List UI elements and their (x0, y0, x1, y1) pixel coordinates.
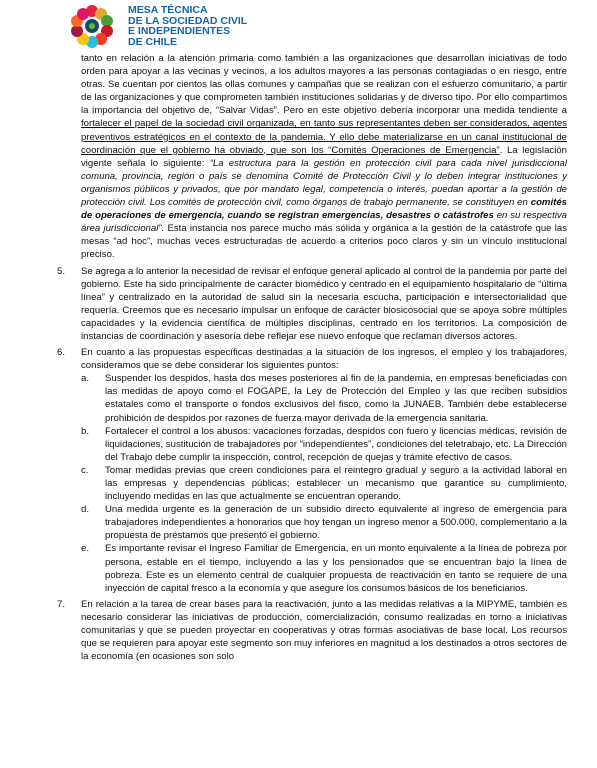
list-item-d-text: Una medida urgente es la generación de un subsidio directo equivalente al ingreso de emergencia para trabajadores independientes a honorarios que hoy tengan un ingreso menor a 500.000, complementario a la propuesta de préstamos que presentó el gobierno. (105, 504, 567, 542)
paragraph-6-number: 6. (57, 347, 66, 359)
list-item-a-letter: a. (81, 373, 90, 385)
paragraph-4-text (81, 52, 567, 262)
p4-text-2: . La legislación vigente señala lo siguiente: (81, 144, 567, 169)
paragraph-5-number: 5. (57, 265, 66, 277)
list-item-c-letter: c. (81, 464, 89, 476)
list-item-b (57, 425, 567, 464)
list-item-a (57, 372, 567, 424)
org-name-line-3: E INDEPENDIENTES (128, 25, 231, 37)
document-body (57, 52, 567, 663)
p4-text-1: tanto en relación a la atención primaria como también a las organizaciones que desarrollan iniciativas de todo orden para apoyar a las vecinas y vecinos, a los adultos mayores a las personas contagiadas o en riesgo, entre otras. Se cuentan por cientos las ollas comunes y campañas que se realizan con el esfuerzo comunitario, a partir de las organizaciones y que comprometen también instituciones solidarias y de diverso tipo. Por ello compartimos la importancia del objetivo de, “Salvar Vidas”. Pero en este objetivo debería incorporar una medida tendiente a (81, 53, 567, 117)
list-item-b-letter: b. (81, 425, 90, 437)
p4-text-3: Esta instancia nos parece mucho más sólida y orgánica a la gestión de la catástrofe que las mesas “ad hoc”, muchas veces estructuradas de acuerdo a criterios poco claros y sin un vínculo institucional preciso. (81, 223, 567, 261)
organization-name (128, 5, 247, 47)
list-item-b-text: Fortalecer el control a los abusos: vacaciones forzadas, despidos con fuero y licencias médicas, revisión de liquidaciones, sustitución de trabajadores por “independientes”, condiciones del teletrabajo, etc. La Dirección del Trabajo debe cumplir la inspección, control, recepción de quejas y trámite efectivo de casos. (105, 425, 567, 463)
paragraph-7 (57, 598, 567, 663)
org-name-line-1: MESA TÉCNICA (128, 4, 208, 16)
paragraph-5-text: Se agrega a lo anterior la necesidad de revisar el enfoque general aplicado al control de la pandemia por parte del gobierno. Este ha sido principalmente de carácter biomédico y centrado en el equipamiento hospitalario de “última línea” y centralizado en la autoridad de salud sin la necesaria escucha, participación e intersectorialidad que requería. Creemos que es necesario impulsar un enfoque de carácter biosicosocial que se apoya sobre múltiples capacidades y la evidencia científica de múltiples disciplinas, centrado en los territorios. La composición de instancias de coordinación y asesoría debe reflejar ese nuevo enfoque que reclaman diversos actores. (81, 265, 567, 342)
p4-underlined-text: fortalecer el papel de la sociedad civil organizada, en tanto sus representantes deben ser considerados, agentes preventivos estratégicos en el contexto de la pandemia. Y ello debe materializarse en un canal institucional de coordinación que el gobierno ha obviado, que son los “Comités Operaciones de Emergencia” (81, 118, 567, 156)
list-item-d-letter: d. (81, 504, 90, 516)
org-name-line-2: DE LA SOCIEDAD CIVIL (128, 14, 248, 27)
list-item-d (57, 503, 567, 542)
p4-quote-2: en su respectiva área jurisdiccional”. (81, 210, 568, 235)
list-item-a-text: Suspender los despidos, hasta dos meses posteriores al fin de la pandemia, en empresas beneficiadas con las medidas de apoyo como el FOGAPE, la Ley de Protección del Empleo y las que reciben subsidios estatales como el transporte o fondos exclusivos del fisco, como la JUNAEB. También debe establecerse prohibición de despidos por razones de fuerza mayor derivada de la emergencia sanitaria. (105, 373, 567, 424)
p4-quote-1: “La estructura para la gestión en protección civil para cada nivel jurisdiccional comuna, provincia, región o país se denomina Comité de Protección Civil y lo deben integrar instituciones y organismos públicos y privados, que por mandato legal, competencia o interés, puedan aportar a la gestión de protección civil. Los comités de protección civil, como órganos de trabajo permanente, se constituyen en (81, 157, 567, 209)
paragraph-7-number: 7. (57, 598, 66, 610)
paragraph-5 (57, 265, 567, 344)
p4-quote-bold: comités de operaciones de emergencia, cuando se registran emergencias, desastres o catástrofes (81, 197, 567, 222)
list-item-e-text: Es importante revisar el Ingreso Familiar de Emergencia, en un monto equivalente a la línea de pobreza por persona, estable en el tiempo, incluyendo a las y los pensionados que se encuentran bajo la línea de pobreza. Este es un elemento central de cualquier propuesta de reactivación en tanto se requiere de una inyección de capital fresco a la economía y que asegure los consumos básicos de los beneficiarios. (105, 543, 567, 594)
paragraph-4-continuation (57, 52, 567, 262)
list-item-c (57, 464, 567, 503)
list-item-e (57, 542, 567, 594)
organization-logo-icon (70, 4, 114, 48)
org-name-line-4: DE CHILE (128, 35, 178, 48)
paragraph-7-text: En relación a la tarea de crear bases para la reactivación, junto a las medidas relativas a la MIPYME, también es necesario considerar las iniciativas de producción, comercialización, consumo realizadas en torno a iniciativas comunitarias y que se pueden proyectar en cooperativas y otras formas asociativas de base local. Los recursos que se requieren para apoyar este segmento son muy inferiores en magnitud a los destinados a otros sectores de la economía (en ocasiones son solo (81, 598, 567, 663)
list-item-e-letter: e. (81, 543, 90, 555)
paragraph-6-text: En cuanto a las propuestas específicas destinadas a la situación de los ingresos, el empleo y los trabajadores, consideramos que se debe considerar los siguientes puntos: (81, 347, 567, 372)
paragraph-6 (57, 346, 567, 372)
header (70, 4, 370, 48)
list-item-c-text: Tomar medidas previas que creen condiciones para el reintegro gradual y seguro a la actividad laboral en las empresas y dependencias públicas; establecer un mecanismo que garantice su cumplimiento, incluyendo medidas en las que actualmente se encuentran operando. (105, 464, 567, 503)
